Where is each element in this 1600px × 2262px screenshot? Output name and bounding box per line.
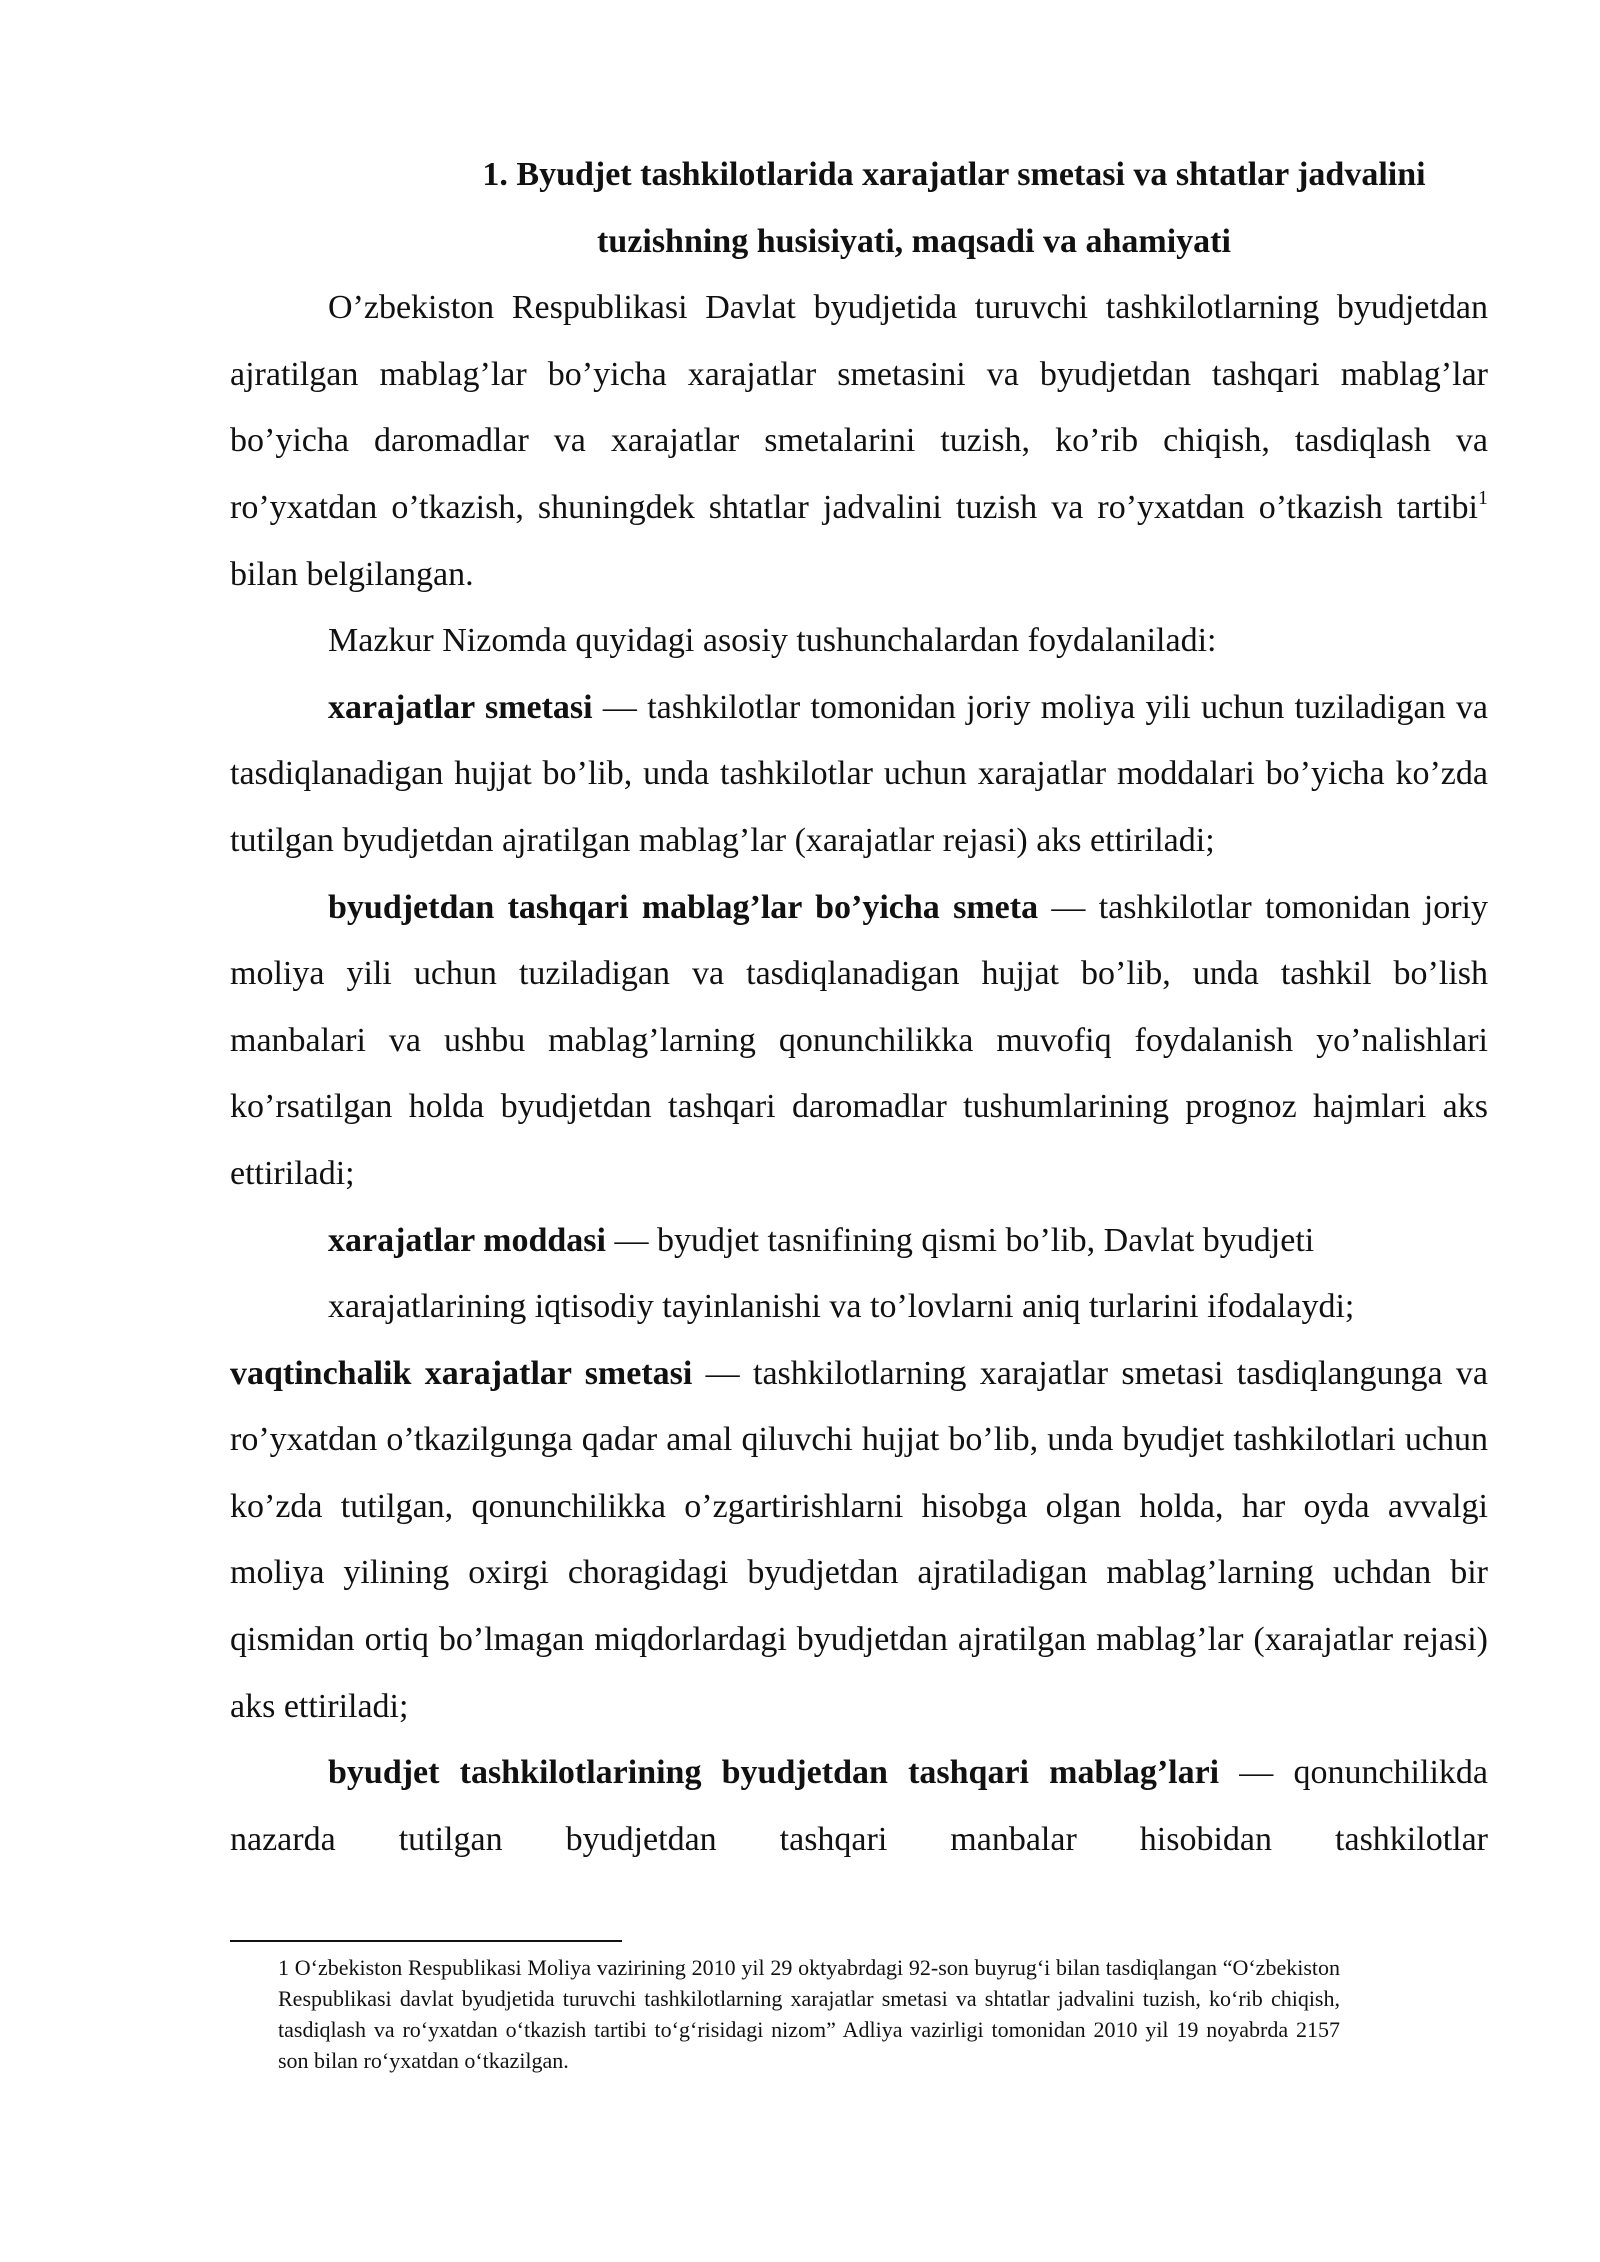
definition-text: — qonunchilikda nazarda tutilgan byudjetdan tashqari manbalar hisobidan tashkilotlar [230,1754,1488,1858]
definition-term: byudjet tashkilotlarining byudjetdan tashqari mablag’lari [328,1754,1220,1792]
footnote-reference[interactable]: 1 [1478,486,1488,509]
footnote: 1 O‘zbekiston Respublikasi Moliya vazirining 2010 yil 29 oktyabrdagi 92-son buyrug‘i bilan tasdiqlangan “O‘zbekiston Respublikasi davlat byudjetida turuvchi tashkilotlarning xarajatlar smetasi va shtatlar jadvalini tuzish, ko‘rib chiqish, tasdiqlash va ro‘yxatdan o‘tkazish tartibi to‘g‘risidagi nizom” Adliya vazirligi tomonidan 2010 yil 19 noyabrda 2157 son bilan ro‘yxatdan o‘tkazilgan. [278,1955,1340,2073]
intro-text: O’zbekiston Respublikasi Davlat byudjetida turuvchi tashkilotlarning byudjetdan ajratilgan mablag’lar bo’yicha xarajatlar smetasini va byudjetdan tashqari mablag’lar bo’yicha daromadlar va xarajatlar smetalarini tuzish, ko’rib chiqish, tasdiqlash va ro’yxatdan o’tkazish, shuningdek shtatlar jadvalini tuzish va ro’yxatdan o’tkazish tartibi [230,289,1488,526]
definition-term: xarajatlar moddasi [328,1221,606,1259]
definition-text: — tashkilotlar tomonidan joriy moliya yili uchun tuziladigan va tasdiqlanadigan hujjat bo’lib, unda tashkilotlar uchun xarajatlar moddalari bo’yicha ko’zda tutilgan byudjetdan ajratilgan mablag’lar (xarajatlar rejasi) aks ettiriladi; [230,688,1488,859]
intro-paragraph [230,275,1488,608]
definition-text: — tashkilotlarning xarajatlar smetasi tasdiqlangunga va ro’yxatdan o’tkazilgunga qadar amal qiluvchi hujjat bo’lib, unda byudjet tashkilotlari uchun ko’zda tutilgan, qonunchilikka o’zgartirishlarni hisobga olgan holda, har oyda avvalgi moliya yilining oxirgi choragidagi byudjetdan ajratiladigan mablag’larning uchdan bir qismidan ortiq bo’lmagan miqdorlardagi byudjetdan ajratilgan mablag’lar (xarajatlar rejasi) aks ettiriladi; [230,1354,1488,1725]
definition-xarajatlar-smetasi [230,675,1488,875]
section-title-line-1: 1. Byudjet tashkilotlarida xarajatlar smetasi va shtatlar jadvalini [482,156,1426,193]
section-title [230,142,1488,275]
footnote-separator [230,1940,622,1942]
definition-xarajatlar-moddasi [230,1208,1488,1275]
intro-text-after: bilan belgilangan. [230,555,474,593]
definition-vaqtinchalik-smeta [230,1341,1488,1741]
definition-term: xarajatlar smetasi [328,688,593,726]
definition-term: vaqtinchalik xarajatlar smetasi [230,1354,693,1392]
definition-term: byudjetdan tashqari mablag’lar bo’yicha smeta [328,888,1039,926]
definition-text: — byudjet tasnifining qismi bo’lib, Davlat byudjeti [605,1221,1315,1259]
definition-text: — tashkilotlar tomonidan joriy moliya yili uchun tuziladigan va tasdiqlanadigan hujjat bo’lib, unda tashkil bo’lish manbalari va ushbu mablag’larning qonunchilikka muvofiq foydalanish yo’nalishlari ko’rsatilgan holda byudjetdan tashqari daromadlar tushumlarining prognoz hajmlari aks ettiriladi; [230,888,1488,1192]
definition-byudjetdan-tashqari-mablaglar [230,1740,1488,1873]
document-body [230,142,1488,1873]
lead-paragraph: Mazkur Nizomda quyidagi asosiy tushunchalardan foydalaniladi: [328,622,1217,660]
definition-byudjetdan-tashqari-smeta [230,875,1488,1208]
section-title-line-2: tuzishning husisiyati, maqsadi va ahamiyati [597,222,1231,260]
definition-continuation: xarajatlarining iqtisodiy tayinlanishi va to’lovlarni aniq turlarini ifodalaydi; [328,1288,1355,1326]
